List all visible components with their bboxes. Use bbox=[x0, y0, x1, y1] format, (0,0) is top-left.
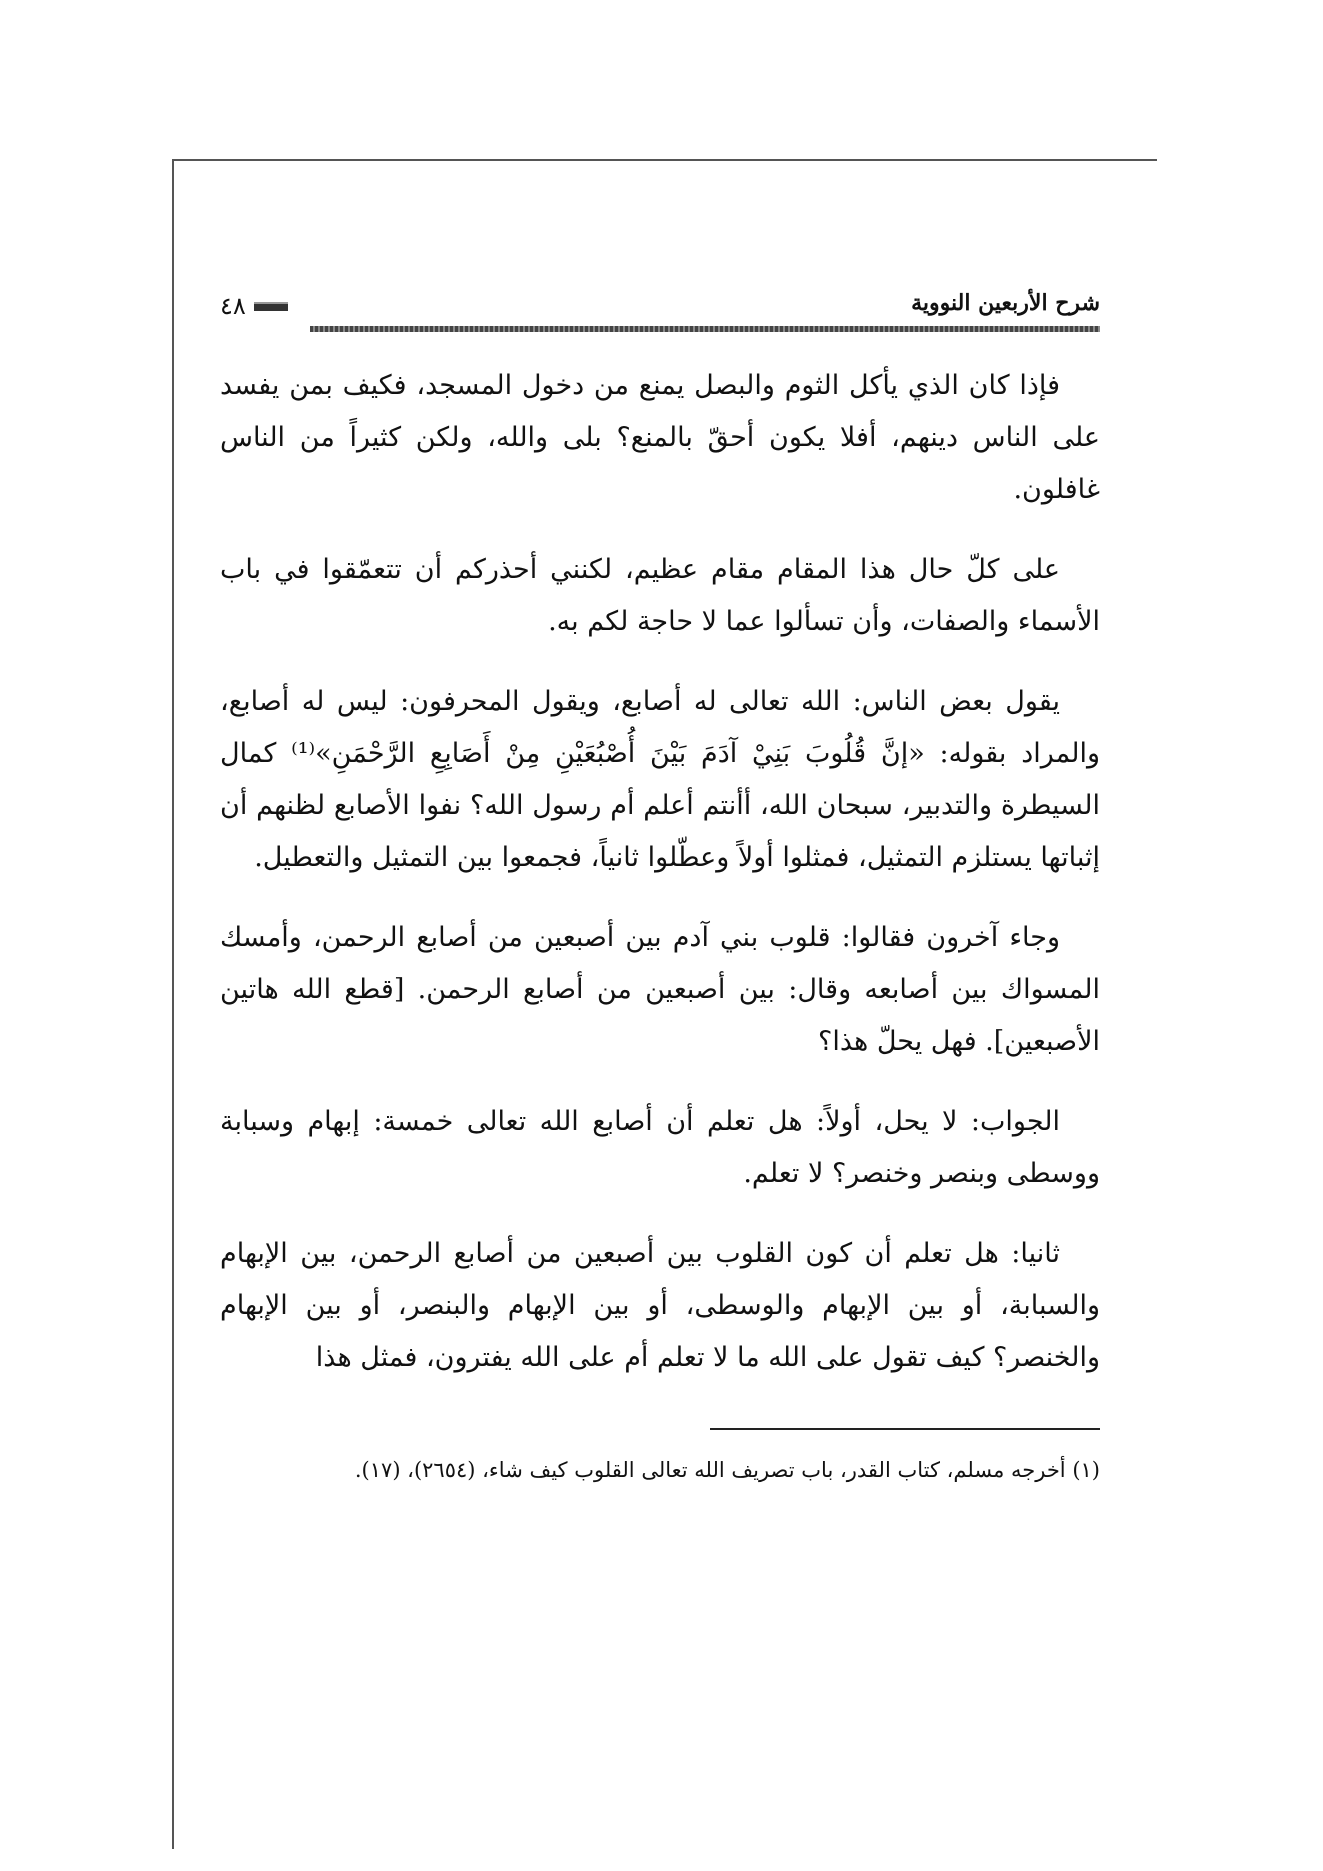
paragraph-1: فإذا كان الذي يأكل الثوم والبصل يمنع من دخول المسجد، فكيف بمن يفسد على الناس دينهم، أفلا يكون أحقّ بالمنع؟ بلى والله، ولكن كثيراً من الناس غافلون. bbox=[220, 370, 1100, 505]
paragraph-2: على كلّ حال هذا المقام مقام عظيم، لكنني أحذركم أن تتعمّقوا في باب الأسماء والصفات، وأن تسألوا عما لا حاجة لكم به. bbox=[220, 554, 1100, 637]
body-text bbox=[220, 360, 1100, 1384]
book-title: شرح الأربعين النووية bbox=[911, 290, 1100, 316]
ornament-mark bbox=[254, 302, 288, 311]
paragraph-5: الجواب: لا يحل، أولاً: هل تعلم أن أصابع الله تعالى خمسة: إبهام وسبابة ووسطى وبنصر وخنصر؟ لا تعلم. bbox=[220, 1106, 1100, 1189]
footnote-1: (١) أخرجه مسلم، كتاب القدر، باب تصريف الله تعالى القلوب كيف شاء، (٢٦٥٤)، (١٧). bbox=[354, 1458, 1100, 1482]
header-rule bbox=[310, 326, 1100, 332]
book-page bbox=[220, 290, 1100, 1490]
page-frame-left-line bbox=[172, 159, 174, 1849]
page-frame-top-line bbox=[172, 159, 1157, 161]
paragraph-3: يقول بعض الناس: الله تعالى له أصابع، ويقول المحرفون: ليس له أصابع، والمراد بقوله: «إنَّ قُلُوبَ بَنِيْ آدَمَ بَيْنَ أُصْبُعَيْنِ مِنْ أَصَابِعِ الرَّحْمَنِ»⁽¹⁾ كمال السيطرة والتدبير، سبحان الله، أأنتم أعلم أم رسول الله؟ نفوا الأصابع لظنهم أن إثباتها يستلزم التمثيل، فمثلوا أولاً وعطّلوا ثانياً، فجمعوا بين التمثيل والتعطيل. bbox=[220, 686, 1100, 873]
running-header bbox=[220, 290, 1100, 338]
paragraph-6: ثانيا: هل تعلم أن كون القلوب بين أصبعين من أصابع الرحمن، بين الإبهام والسبابة، أو بين الإبهام والوسطى، أو بين الإبهام والبنصر، أو بين الإبهام والخنصر؟ كيف تقول على الله ما لا تعلم أم على الله يفترون، فمثل هذا bbox=[220, 1238, 1100, 1373]
page-number: ٤٨ bbox=[220, 292, 246, 320]
footnote-rule bbox=[710, 1428, 1100, 1430]
paragraph-4: وجاء آخرون فقالوا: قلوب بني آدم بين أصبعين من أصابع الرحمن، وأمسك المسواك بين أصابعه وقال: بين أصبعين من أصابع الرحمن. [قطع الله هاتين الأصبعين]. فهل يحلّ هذا؟ bbox=[220, 922, 1100, 1057]
page-number-group bbox=[220, 292, 288, 320]
